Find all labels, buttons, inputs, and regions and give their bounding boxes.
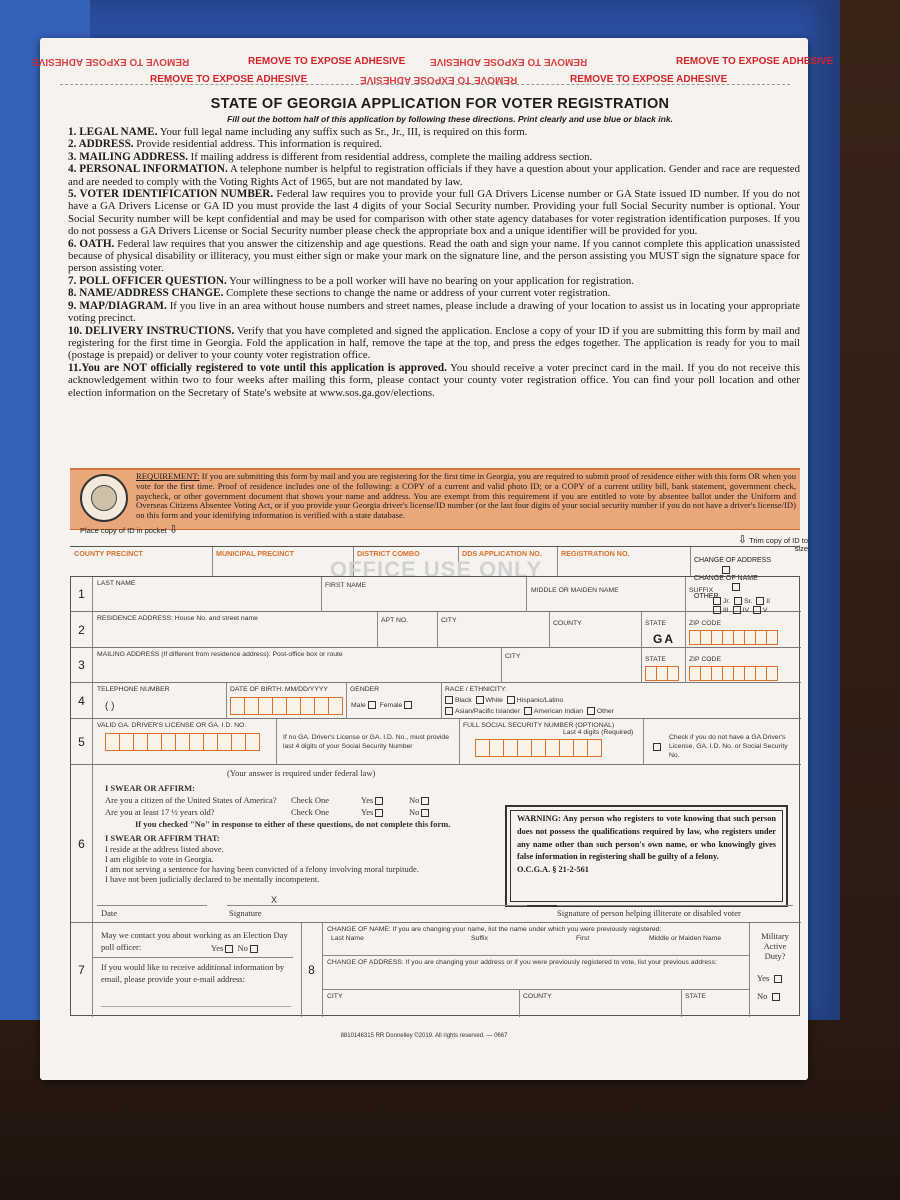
arrow-down-icon: ⇩ bbox=[737, 534, 748, 546]
ssn-boxes[interactable] bbox=[475, 739, 601, 757]
age-no-checkbox[interactable] bbox=[421, 809, 429, 817]
section-1-name: 1 LAST NAME FIRST NAME MIDDLE OR MAIDEN NAME SUFFIX Jr. Sr. II III IV V bbox=[71, 577, 801, 612]
fold-line bbox=[60, 84, 790, 85]
military-yes-checkbox[interactable] bbox=[774, 975, 782, 983]
adhesive-label: REMOVE TO EXPOSE ADHESIVE bbox=[676, 56, 834, 67]
section-3-mailing: 3 MAILING ADDRESS (If different from residence address): Post-office box or route CITY STATE ZIP CODE bbox=[71, 648, 801, 683]
suffix-ii-checkbox[interactable] bbox=[756, 597, 764, 605]
age-yes-checkbox[interactable] bbox=[375, 809, 383, 817]
adhesive-strip-top bbox=[32, 56, 834, 76]
race-other-checkbox[interactable] bbox=[587, 707, 595, 715]
registration-grid bbox=[70, 576, 800, 1016]
arrow-down-icon: ⇩ bbox=[168, 524, 179, 536]
citizen-no-checkbox[interactable] bbox=[421, 797, 429, 805]
license-boxes[interactable] bbox=[105, 733, 259, 751]
instruction-item: 2. ADDRESS. Provide residential address. This information is required. bbox=[68, 138, 382, 151]
male-checkbox[interactable] bbox=[368, 701, 376, 709]
office-use-watermark: OFFICE USE ONLY bbox=[330, 557, 543, 582]
trim-id-label: ⇩ Trim copy of ID to size bbox=[737, 534, 808, 553]
office-field-label: COUNTY PRECINCT bbox=[74, 549, 143, 558]
instruction-item: 5. VOTER IDENTIFICATION NUMBER. Federal law requires you to provide your full GA Drivers License number or GA State issued ID number. If you do not have a GA Drivers License or GA ID you must provide the last 4 digits of your Social Security number. Providing your full Social Security number is optional. Your Social Security number will be kept confidential and may be used for comparison with other state agency databases for voter registration identification purposes. If you do not possess a GA Drivers License or Social Security number please check the appropriate box and a unique identifier will be provided for you. bbox=[68, 188, 800, 238]
instruction-item: 7. POLL OFFICER QUESTION. Your willingness to be a poll worker will have no bearing on your application for registration. bbox=[68, 274, 635, 287]
military-no-checkbox[interactable] bbox=[772, 993, 780, 1001]
change-address-checkbox[interactable] bbox=[722, 566, 730, 574]
race-hispanic-checkbox[interactable] bbox=[507, 696, 515, 704]
suffix-jr-checkbox[interactable] bbox=[713, 597, 721, 605]
requirement-box bbox=[70, 468, 800, 530]
office-field-label: MUNICIPAL PRECINCT bbox=[216, 549, 294, 558]
georgia-seal-icon bbox=[80, 474, 128, 522]
form-title: STATE OF GEORGIA APPLICATION FOR VOTER REGISTRATION bbox=[210, 96, 670, 112]
office-field-label: DISTRICT COMBO bbox=[357, 549, 420, 558]
office-checks: CHANGE OF ADDRESS CHANGE OF NAME OTHER bbox=[694, 557, 772, 600]
section-2-residence: 2 RESIDENCE ADDRESS: House No. and street name APT NO. CITY COUNTY STATE GA ZIP CODE bbox=[71, 612, 801, 648]
email-input[interactable] bbox=[101, 989, 291, 1007]
zip-boxes[interactable] bbox=[689, 630, 777, 645]
office-field-label: DDS APPLICATION NO. bbox=[462, 549, 542, 558]
suffix-sr-checkbox[interactable] bbox=[734, 597, 742, 605]
race-asian-checkbox[interactable] bbox=[445, 707, 453, 715]
state-boxes[interactable] bbox=[645, 666, 678, 681]
section-4-personal: 4 TELEPHONE NUMBER ( ) DATE OF BIRTH: MM/DD/YYYY GENDER Male Female RACE / ETHNICITY: Black White Hispanic/Latino Asian/Pacific Islander American Indian Other bbox=[71, 683, 801, 719]
signature-input[interactable] bbox=[227, 889, 527, 905]
instructions bbox=[68, 126, 800, 399]
last-name-input[interactable] bbox=[97, 591, 317, 609]
adhesive-label: REMOVE TO EXPOSE ADHESIVE bbox=[570, 74, 728, 85]
state-value: GA bbox=[653, 632, 675, 646]
instruction-item: 1. LEGAL NAME. Your full legal name including any suffix such as Sr., Jr., III, is required on this form. bbox=[68, 126, 528, 138]
adhesive-label: REMOVE TO EXPOSE ADHESIVE bbox=[248, 56, 406, 67]
adhesive-label: REMOVE TO EXPOSE ADHESIVE bbox=[150, 74, 308, 85]
instruction-item: 6. OATH. Federal law requires that you answer the citizenship and age questions. Read the oath and sign your name. If you cannot complete this application unassisted because of physical disability or illiteracy, you must either sign or make your mark on the signature line, and the person assisting you MUST sign the signature space for person assisting voter. bbox=[68, 237, 800, 275]
instruction-item: 11.You are NOT officially registered to vote until this application is approved. You should receive a voter precinct card in the mail. If you do not receive this acknowledgement within two to four weeks after mailing this form, please contact your county voter registration office. You can find your poll location and other election information on the Secretary of State's website at www.sos.ga.gov/elections. bbox=[68, 361, 800, 399]
adhesive-label: REMOVE TO EXPOSE ADHESIVE bbox=[32, 56, 190, 67]
dob-boxes[interactable] bbox=[230, 697, 342, 715]
mail-zip-boxes[interactable] bbox=[689, 666, 777, 681]
adhesive-label: REMOVE TO EXPOSE ADHESIVE bbox=[430, 56, 588, 67]
id-pocket-label: Place copy of ID in pocket ⇩ bbox=[80, 524, 179, 536]
female-checkbox[interactable] bbox=[404, 701, 412, 709]
form-subtitle: Fill out the bottom half of this application by following these directions. Print clearly and use blue or black ink. bbox=[227, 114, 673, 124]
office-field-label: REGISTRATION NO. bbox=[561, 549, 630, 558]
requirement-text: REQUIREMENT: If you are submitting this form by mail and you are registering for the first time in Georgia, you are required to submit proof of residence either with this form OR when you vote for the first time. Proof of residence includes one of the following: a COPY of a current and valid photo ID; or a COPY of a current utility bill, bank statement, government check, paycheck, or other government document that shows your name and address. You are exempt from this requirement if you are entitled to vote by absentee ballot under the Uniform and Overseas Citizens Absentee Voting Act, or if you provide your Georgia driver's license/ID number (or the last four digits of your social security number if you do not have a driver's license/ID) on this form and your identifying information is verified with a state database. bbox=[136, 471, 796, 521]
race-white-checkbox[interactable] bbox=[476, 696, 484, 704]
citizen-yes-checkbox[interactable] bbox=[375, 797, 383, 805]
section-7-8: 7 May we contact you about working as an Election Day poll officer: Yes No If you would like to receive additional information by email, please provide your e-mail address: 8 CHANGE OF NAME: If you are changing your name, list the name under which you were previously registered: Last Name Suffix First Middle or Maiden Name CHANGE OF ADDRESS: If you are changing your address or if you were previously registered to vote, list your previous address: CITY COUNTY STATE Military Active Duty? Yes No bbox=[71, 923, 801, 1017]
voter-registration-form bbox=[32, 38, 834, 1080]
section-6-oath: 6 (Your answer is required under federal law) I SWEAR OR AFFIRM: Are you a citizen of the United States of America? Check One Yes No Are you at least 17 ½ years old? Check One Yes No If you checked "No" in response to either of these questions, do not complete this form. I SWEAR OR AFFIRM THAT: I reside at the address listed above. I am eligible to vote in Georgia. I am not serving a sentence for having been convicted of a felony involving moral turpitude. I have not been judicially declared to be mentally incompetent. WARNING: Any person who registers to vote knowing that such person does not possess the qualifications required by law, who registers under any name other than such person's own name, or who knowingly gives false information in registering shall be guilty of a felony. O.C.G.A. § 21-2-561 X Date Signature Signature of person helping illiterate or disabled voter bbox=[71, 765, 801, 923]
instruction-item: 9. MAP/DIAGRAM. If you live in an area without house numbers and street names, please include a drawing of your location to assist us in locating your appropriate voting precinct. bbox=[68, 299, 801, 325]
no-id-checkbox[interactable] bbox=[653, 743, 661, 751]
instruction-item: 3. MAILING ADDRESS. If mailing address is different from residential address, complete the mailing address section. bbox=[68, 150, 593, 163]
adhesive-label: REMOVE TO EXPOSE ADHESIVE bbox=[360, 74, 518, 85]
instruction-item: 8. NAME/ADDRESS CHANGE. Complete these sections to change the name or address of your current voter registration. bbox=[68, 287, 611, 300]
felony-warning-box: WARNING: Any person who registers to vote knowing that such person does not possess the qualifications required by law, who registers under any name other than such person's own name, or who knowingly gives false information in registering shall be guilty of a felony. O.C.G.A. § 21-2-561 bbox=[505, 805, 788, 907]
instruction-item: 10. DELIVERY INSTRUCTIONS. Verify that you have completed and signed the application. Enclose a copy of your ID if you are submitting this form by mail and registering for the first time in Georgia. Fold the application in half, remove the tape at the top, and press the edges together. The application is ready for you to mail (postage is prepaid) or deliver to your county voter registration office. bbox=[68, 324, 801, 362]
instruction-item: 4. PERSONAL INFORMATION. A telephone number is helpful to registration officials if they have a question about your application. Gender and race are requested and are needed to comply with the Voting Rights Act of 1965, but are not mandated by law. bbox=[68, 163, 800, 188]
poll-no-checkbox[interactable] bbox=[250, 945, 258, 953]
section-5-id: 5 VALID GA. DRIVER'S LICENSE OR GA. I.D. NO. If no GA. Driver's License or GA. I.D. No., must provide last 4 digits of your Social Security Number FULL SOCIAL SECURITY NUMBER (OPTIONAL) Last 4 digits (Required) Check if you do not have a GA Driver's License, GA. I.D. No. or Social Security No. bbox=[71, 719, 801, 765]
poll-yes-checkbox[interactable] bbox=[225, 945, 233, 953]
race-native-checkbox[interactable] bbox=[524, 707, 532, 715]
form-footer: 8810146315 RR Donnelley ©2019. All rights reserved. — 0667 bbox=[340, 1033, 508, 1039]
race-black-checkbox[interactable] bbox=[445, 696, 453, 704]
